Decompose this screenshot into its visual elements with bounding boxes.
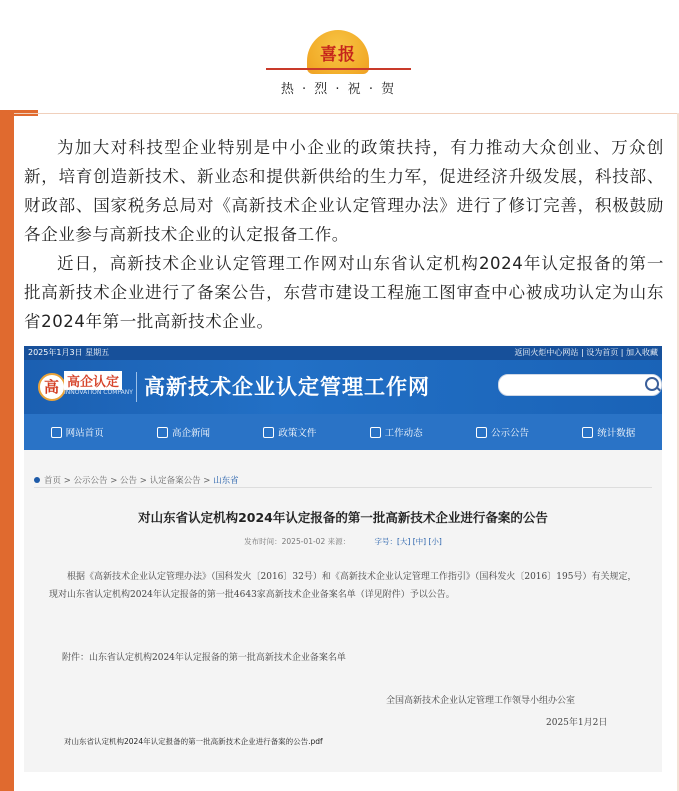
calendar-icon [476, 427, 487, 438]
nav-notices[interactable]: 公示公告 [449, 414, 555, 450]
frame-top-line [14, 113, 679, 114]
nav-policy[interactable]: 政策文件 [237, 414, 343, 450]
divider [266, 68, 411, 70]
embedded-screenshot [24, 346, 662, 772]
subtitle: 热 · 烈 · 祝 · 贺 [280, 82, 397, 97]
signer: 全国高新技术企业认定管理工作领导小组办公室 [386, 696, 576, 706]
font-size-controls[interactable]: 字号：[大] [中] [小] [374, 537, 442, 546]
breadcrumb[interactable]: 首页 > 公示公告 > 公告 > 认定备案公告 > 山东省 [34, 474, 239, 486]
pdf-link[interactable]: 对山东省认定机构2024年认定报备的第一批高新技术企业进行备案的公告.pdf [64, 737, 323, 746]
grid-icon [582, 427, 593, 438]
logo-sub: INNOVATION COMPANY [64, 389, 133, 396]
nav-updates[interactable]: 工作动态 [343, 414, 449, 450]
frame-left-accent [0, 110, 14, 791]
logo-mark: 高 [44, 378, 60, 396]
publish-time: 发布时间：2025-01-02 来源： [244, 537, 351, 546]
paragraph: 为加大对科技型企业特别是中小企业的政策扶持，有力推动大众创业、万众创新，培育创造新技术、新业态和提供新供给的生力军，促进经济升级发展，科技部、财政部、国家税务总局对《高新技术企业认定管理办法》进行了修订完善，积极鼓励各企业参与高新技术企业的认定报备工作。 [24, 138, 664, 244]
search-icon[interactable] [645, 377, 659, 391]
site-top-links[interactable]: 返回火炬中心网站 | 设为首页 | 加入收藏 [514, 348, 658, 357]
divider [34, 487, 652, 488]
header-banner [0, 0, 679, 108]
site-nav [24, 414, 662, 450]
notice-meta [24, 536, 662, 547]
logo-divider [136, 372, 137, 402]
article-body [24, 133, 664, 336]
location-icon [34, 477, 40, 483]
site-top-strip [24, 346, 662, 360]
nav-home[interactable]: 网站首页 [24, 414, 130, 450]
document-icon [263, 427, 274, 438]
nav-news[interactable]: 高企新闻 [130, 414, 236, 450]
sign-date: 2025年1月2日 [546, 718, 608, 728]
site-title: 高新技术企业认定管理工作网 [144, 375, 430, 399]
notice-title: 对山东省认定机构2024年认定报备的第一批高新技术企业进行备案的公告 [138, 510, 548, 525]
news-icon [157, 427, 168, 438]
site-date: 2025年1月3日 星期五 [28, 348, 110, 357]
notice-body: 根据《高新技术企业认定管理办法》（国科发火〔2016〕32号）和《高新技术企业认定管理工作指引》（国科发火〔2016〕195号）有关规定，现对山东省认定机构2024年认定报备的第一批4643家高新技术企业备案名单（详见附件）予以公告。 [49, 572, 637, 600]
attachment-line: 附件：山东省认定机构2024年认定报备的第一批高新技术企业备案名单 [62, 653, 346, 663]
send-icon [370, 427, 381, 438]
home-icon [51, 427, 62, 438]
search-input[interactable] [498, 374, 662, 396]
paragraph: 近日，高新技术企业认定管理工作网对山东省认定机构2024年认定报备的第一批高新技术企业进行了备案公告，东营市建设工程施工图审查中心被成功认定为山东省2024年第一批高新技术企业。 [24, 254, 664, 331]
badge-label: 喜报 [320, 45, 356, 65]
logo-text[interactable]: 高企认定 [64, 371, 122, 390]
nav-stats[interactable]: 统计数据 [556, 414, 662, 450]
